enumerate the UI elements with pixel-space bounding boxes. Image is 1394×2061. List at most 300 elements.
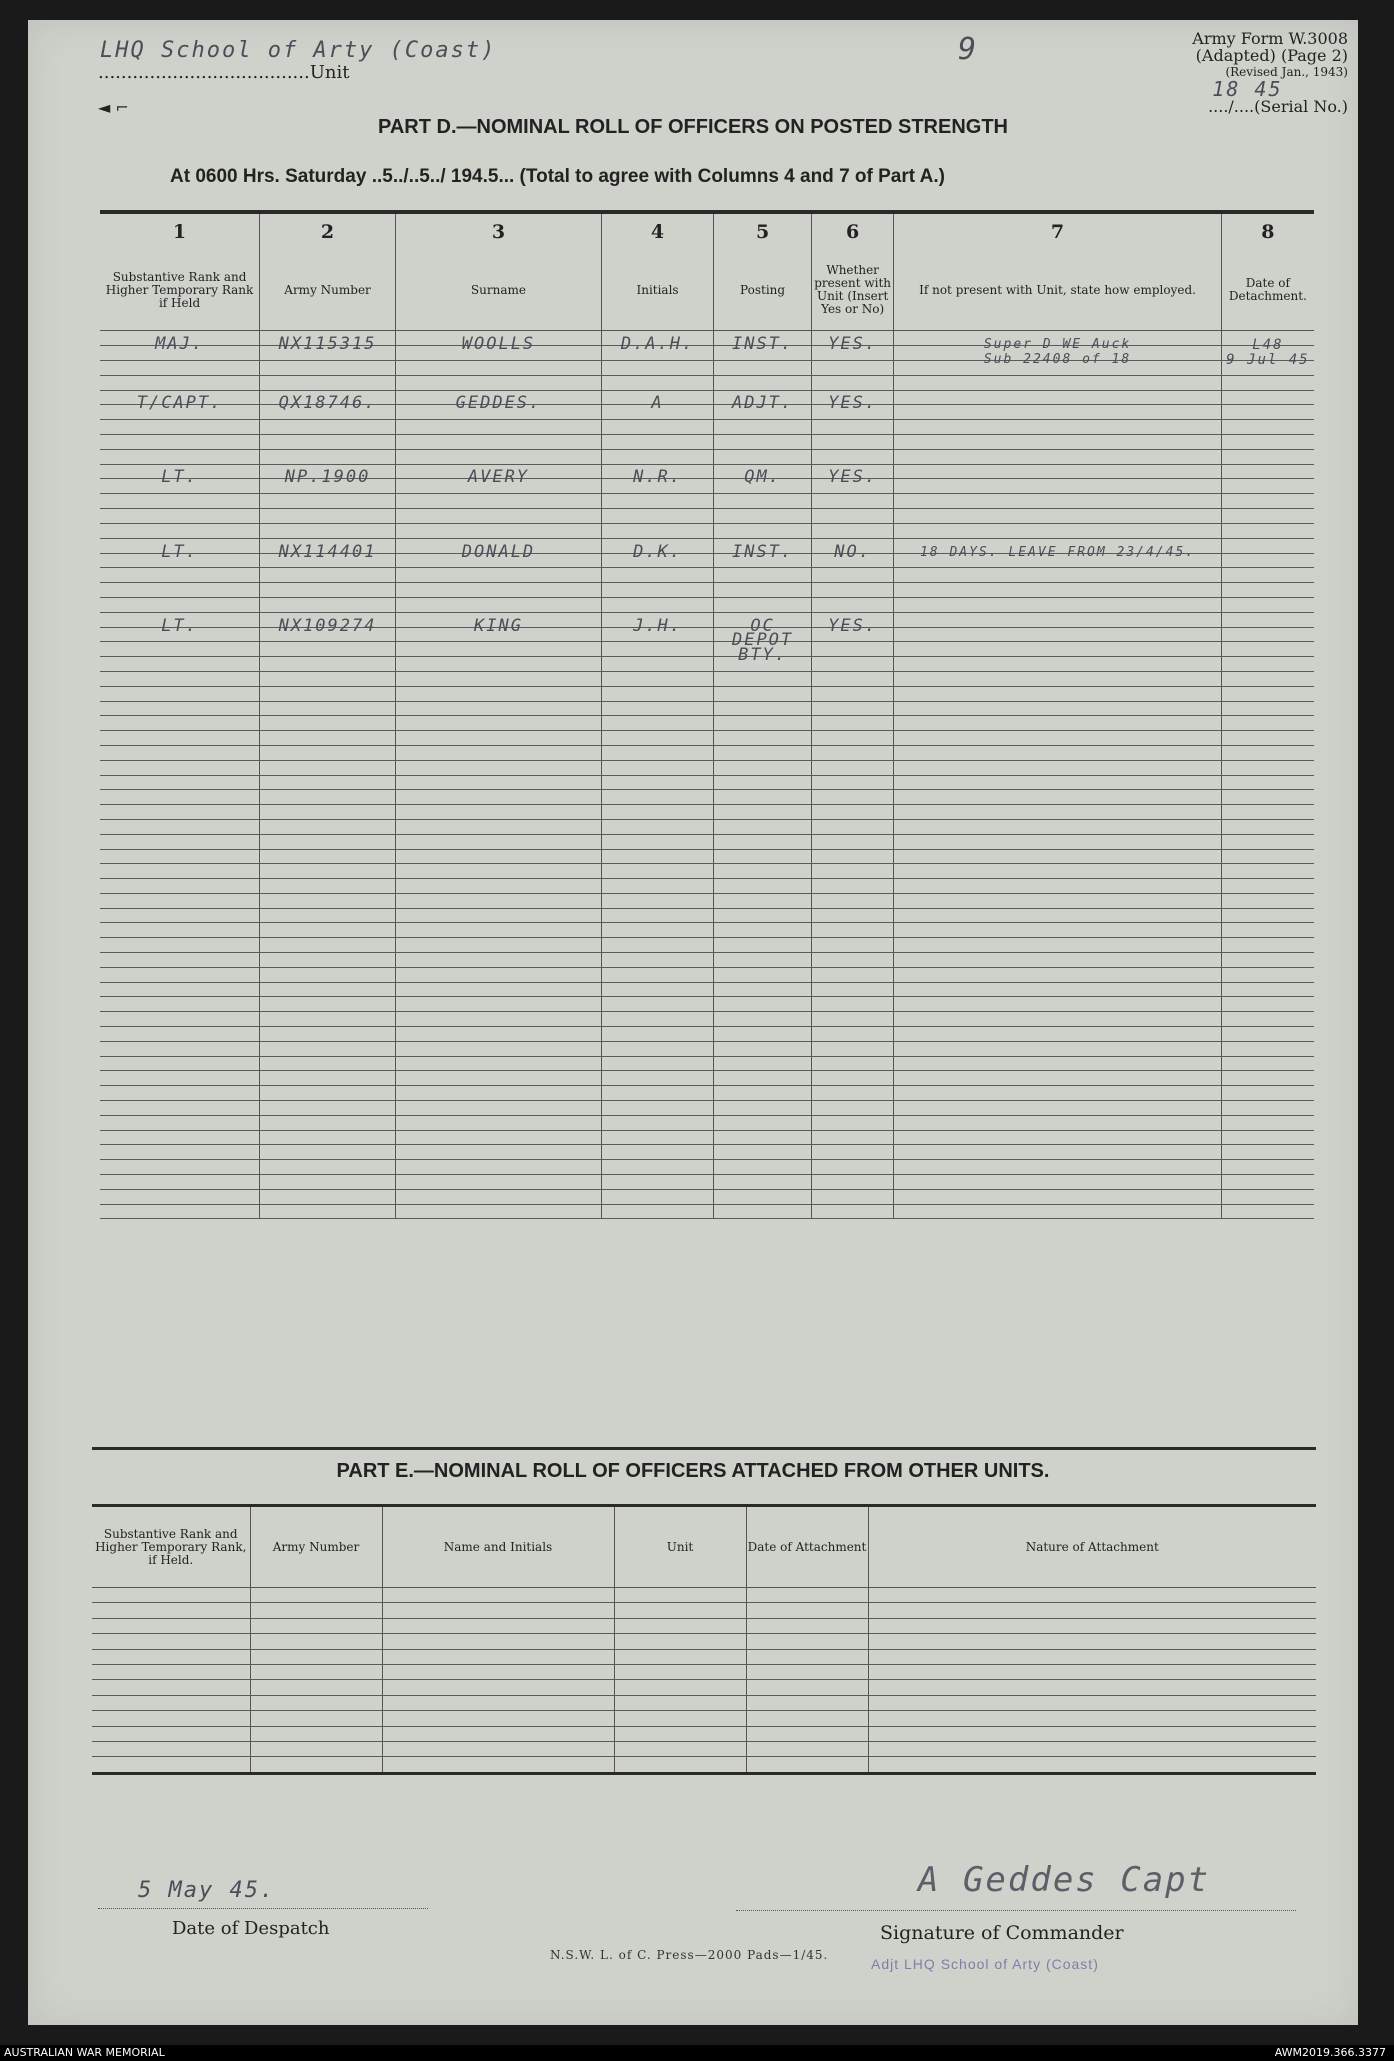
cell-entry: LT.	[161, 541, 198, 562]
table-cell	[894, 1130, 1221, 1145]
table-cell	[811, 1101, 893, 1116]
table-cell	[601, 1027, 713, 1042]
column-number: 2	[260, 212, 396, 250]
table-cell	[1221, 657, 1314, 672]
column-number: 5	[714, 212, 812, 250]
table-row	[100, 1204, 1314, 1219]
table-cell	[714, 583, 812, 598]
table-cell	[260, 849, 396, 864]
table-cell	[260, 790, 396, 805]
table-cell	[714, 523, 812, 538]
form-ref-line1: Army Form W.3008	[1192, 29, 1348, 48]
table-cell	[396, 1204, 602, 1219]
table-cell	[1221, 479, 1314, 494]
cell-entry: ADJT.	[731, 393, 794, 414]
table-cell	[92, 1695, 250, 1710]
table-cell	[811, 745, 893, 760]
table-cell	[396, 745, 602, 760]
table-cell	[601, 375, 713, 390]
table-cell	[100, 1115, 260, 1130]
table-cell	[601, 1175, 713, 1190]
cell-entry: WOOLLS	[461, 334, 536, 354]
table-cell	[811, 997, 893, 1012]
signature-line	[736, 1910, 1296, 1911]
table-cell	[100, 671, 260, 686]
table-cell	[396, 893, 602, 908]
table-cell	[894, 879, 1221, 894]
table-row	[100, 671, 1314, 686]
signature-label: Signature of Commander	[880, 1922, 1124, 1944]
table-cell	[614, 1664, 746, 1679]
table-cell	[811, 671, 893, 686]
table-cell	[1221, 434, 1314, 449]
table-cell	[894, 864, 1221, 879]
table-cell	[260, 864, 396, 879]
table-cell	[746, 1603, 868, 1618]
table-row	[100, 1027, 1314, 1042]
table-cell	[100, 612, 260, 636]
table-cell	[894, 508, 1221, 523]
table-cell	[714, 508, 812, 523]
table-cell	[601, 1189, 713, 1204]
table-cell	[714, 390, 812, 414]
table-cell	[714, 1145, 812, 1160]
table-cell	[100, 923, 260, 938]
table-cell	[601, 1115, 713, 1130]
table-cell	[396, 375, 602, 390]
table-cell	[260, 819, 396, 834]
table-cell	[714, 701, 812, 716]
table-cell	[811, 923, 893, 938]
table-cell	[894, 1027, 1221, 1042]
table-row	[100, 1115, 1314, 1130]
table-row	[100, 819, 1314, 834]
table-cell	[100, 982, 260, 997]
cell-entry: NX109274	[278, 615, 377, 636]
table-cell	[714, 434, 812, 449]
table-cell	[601, 420, 713, 435]
table-cell	[811, 834, 893, 849]
table-cell	[260, 834, 396, 849]
table-cell	[894, 686, 1221, 701]
table-cell	[714, 997, 812, 1012]
table-cell	[601, 686, 713, 701]
table-cell	[894, 819, 1221, 834]
table-cell	[250, 1680, 382, 1695]
table-cell	[260, 508, 396, 523]
table-cell	[811, 657, 893, 672]
table-cell	[614, 1741, 746, 1756]
table-cell	[601, 597, 713, 612]
archive-bar	[0, 2045, 1394, 2061]
table-cell	[601, 1041, 713, 1056]
table-cell	[714, 1056, 812, 1071]
table-cell	[601, 982, 713, 997]
table-row	[100, 464, 1314, 479]
table-cell	[714, 1041, 812, 1056]
table-cell	[396, 508, 602, 523]
table-row	[100, 834, 1314, 849]
table-cell	[714, 612, 812, 636]
table-row	[100, 479, 1314, 494]
table-cell	[382, 1664, 614, 1679]
table-cell	[714, 1086, 812, 1101]
table-cell	[601, 1056, 713, 1071]
table-cell	[396, 523, 602, 538]
table-cell	[260, 923, 396, 938]
table-cell	[1221, 745, 1314, 760]
table-cell	[260, 745, 396, 760]
table-cell	[601, 568, 713, 583]
cell-entry: D.K.	[633, 541, 683, 562]
table-cell	[1221, 449, 1314, 464]
table-cell	[100, 864, 260, 879]
table-cell	[811, 775, 893, 790]
table-cell	[396, 331, 602, 354]
table-cell	[714, 671, 812, 686]
table-cell	[1221, 686, 1314, 701]
table-cell	[92, 1680, 250, 1695]
table-cell	[1221, 967, 1314, 982]
table-row	[100, 908, 1314, 923]
table-cell	[1221, 1160, 1314, 1175]
table-cell	[601, 849, 713, 864]
table-cell	[811, 420, 893, 435]
table-row	[100, 967, 1314, 982]
table-cell	[601, 523, 713, 538]
table-cell	[894, 657, 1221, 672]
table-cell	[746, 1695, 868, 1710]
table-cell	[601, 538, 713, 562]
table-cell	[714, 923, 812, 938]
table-cell	[614, 1649, 746, 1664]
table-row	[100, 583, 1314, 598]
table-cell	[1221, 864, 1314, 879]
table-cell	[601, 494, 713, 509]
column-header: Substantive Rank and Higher Temporary Rank if Held	[100, 250, 260, 331]
table-cell	[601, 953, 713, 968]
table-cell	[260, 331, 396, 354]
table-cell	[100, 494, 260, 509]
table-cell	[811, 731, 893, 746]
table-cell	[1221, 834, 1314, 849]
table-cell	[894, 908, 1221, 923]
table-cell	[382, 1695, 614, 1710]
table-cell	[811, 331, 893, 354]
cell-entry: D.A.H.	[620, 334, 695, 354]
table-cell	[250, 1741, 382, 1756]
table-cell	[811, 449, 893, 464]
table-cell	[100, 775, 260, 790]
table-cell	[614, 1757, 746, 1773]
table-cell	[714, 1160, 812, 1175]
table-cell	[714, 686, 812, 701]
table-cell	[260, 893, 396, 908]
table-cell	[396, 420, 602, 435]
table-cell	[894, 849, 1221, 864]
table-cell	[746, 1664, 868, 1679]
table-cell	[601, 731, 713, 746]
table-cell	[100, 331, 260, 354]
table-cell	[714, 790, 812, 805]
table-cell	[894, 1041, 1221, 1056]
table-cell	[260, 731, 396, 746]
table-cell	[396, 731, 602, 746]
table-cell	[894, 1115, 1221, 1130]
table-row	[100, 997, 1314, 1012]
despatch-line	[98, 1908, 428, 1909]
table-cell	[100, 686, 260, 701]
table-cell	[894, 568, 1221, 583]
table-cell	[894, 1160, 1221, 1175]
table-cell	[1221, 390, 1314, 405]
table-cell	[714, 834, 812, 849]
table-cell	[894, 627, 1221, 642]
table-cell	[894, 434, 1221, 449]
table-cell	[1221, 790, 1314, 805]
table-cell	[396, 597, 602, 612]
table-cell	[100, 464, 260, 488]
table-cell	[100, 1086, 260, 1101]
table-cell	[601, 657, 713, 672]
table-cell	[811, 538, 893, 562]
table-cell	[868, 1634, 1316, 1649]
table-cell	[1221, 849, 1314, 864]
table-cell	[1221, 642, 1314, 657]
table-cell	[601, 1012, 713, 1027]
table-cell	[92, 1664, 250, 1679]
table-cell	[601, 331, 713, 354]
table-cell	[601, 1145, 713, 1160]
table-cell	[100, 642, 260, 657]
table-cell	[811, 597, 893, 612]
table-cell	[100, 1012, 260, 1027]
table-cell	[100, 1204, 260, 1219]
table-cell	[1221, 938, 1314, 953]
table-cell	[714, 849, 812, 864]
table-cell	[601, 893, 713, 908]
table-cell	[714, 1204, 812, 1219]
cell-entry: J.H.	[633, 615, 683, 636]
table-cell	[260, 997, 396, 1012]
table-cell	[396, 494, 602, 509]
table-cell	[396, 1101, 602, 1116]
table-cell	[811, 1145, 893, 1160]
table-cell	[396, 449, 602, 464]
table-cell	[894, 893, 1221, 908]
table-cell	[100, 449, 260, 464]
table-cell	[250, 1726, 382, 1741]
table-cell	[396, 686, 602, 701]
cell-entry: YES.	[828, 334, 878, 354]
table-cell	[1221, 375, 1314, 390]
table-cell	[811, 434, 893, 449]
form-ref-serial-hand: 18 45	[1212, 77, 1283, 101]
table-cell	[396, 538, 602, 562]
table-cell	[396, 1012, 602, 1027]
table-row	[100, 642, 1314, 657]
table-row	[100, 893, 1314, 908]
table-cell	[714, 805, 812, 820]
table-cell	[1221, 1012, 1314, 1027]
table-row	[92, 1741, 1316, 1756]
cell-entry: A	[651, 393, 664, 414]
table-cell	[260, 434, 396, 449]
table-cell	[614, 1695, 746, 1710]
table-cell	[894, 760, 1221, 775]
table-cell	[714, 1012, 812, 1027]
table-cell	[396, 1145, 602, 1160]
table-cell	[100, 716, 260, 731]
table-row	[100, 361, 1314, 376]
table-cell	[382, 1757, 614, 1773]
table-cell	[894, 1086, 1221, 1101]
table-cell	[601, 805, 713, 820]
table-cell	[1221, 1115, 1314, 1130]
table-cell	[396, 701, 602, 716]
table-cell	[714, 760, 812, 775]
table-cell	[1221, 1145, 1314, 1160]
table-cell	[1221, 420, 1314, 435]
table-cell	[1221, 731, 1314, 746]
table-row	[100, 1145, 1314, 1160]
table-cell	[601, 879, 713, 894]
table-cell	[100, 434, 260, 449]
table-cell	[811, 1086, 893, 1101]
table-cell	[1221, 494, 1314, 509]
table-cell	[714, 538, 812, 562]
despatch-date-handwritten: 5 May 45.	[138, 1878, 276, 1903]
printer-imprint: N.S.W. L. of C. Press—2000 Pads—1/45.	[550, 1948, 829, 1962]
table-cell	[100, 790, 260, 805]
table-row	[100, 864, 1314, 879]
table-row	[100, 1012, 1314, 1027]
table-cell	[260, 361, 396, 376]
table-cell	[382, 1588, 614, 1603]
table-cell	[260, 375, 396, 390]
table-cell	[1221, 627, 1314, 642]
table-cell	[868, 1588, 1316, 1603]
table-cell	[396, 657, 602, 672]
table-cell	[250, 1711, 382, 1726]
table-cell	[601, 583, 713, 598]
table-cell	[601, 449, 713, 464]
table-row	[100, 597, 1314, 612]
table-cell	[601, 864, 713, 879]
table-cell	[894, 1175, 1221, 1190]
table-cell	[1221, 553, 1314, 568]
cell-entry: OC	[750, 615, 775, 636]
cell-entry: L48	[1252, 336, 1284, 353]
table-cell	[260, 1189, 396, 1204]
table-cell	[746, 1680, 868, 1695]
table-cell	[714, 731, 812, 746]
cell-entry: DEPOT	[731, 630, 794, 651]
table-cell	[100, 1101, 260, 1116]
cell-entry: LT.	[161, 467, 198, 488]
table-cell	[1221, 997, 1314, 1012]
table-row	[92, 1680, 1316, 1695]
table-cell	[1221, 879, 1314, 894]
column-header: Name and Initials	[382, 1506, 614, 1588]
table-cell	[260, 805, 396, 820]
table-cell	[894, 967, 1221, 982]
table-cell	[811, 1027, 893, 1042]
table-cell	[396, 1189, 602, 1204]
table-cell	[894, 834, 1221, 849]
cell-entry: 9 Jul 45	[1226, 351, 1310, 368]
table-cell	[100, 1189, 260, 1204]
table-cell	[714, 494, 812, 509]
table-cell	[100, 375, 260, 390]
table-cell	[260, 538, 396, 562]
table-cell	[260, 1071, 396, 1086]
table-cell	[100, 508, 260, 523]
table-cell	[260, 686, 396, 701]
part-d-table	[100, 210, 1314, 1219]
table-cell	[382, 1649, 614, 1664]
table-cell	[714, 893, 812, 908]
table-cell	[868, 1680, 1316, 1695]
table-cell	[601, 642, 713, 657]
table-cell	[601, 745, 713, 760]
table-cell	[396, 819, 602, 834]
table-cell	[260, 612, 396, 636]
table-cell	[601, 1130, 713, 1145]
table-cell	[396, 671, 602, 686]
table-cell	[396, 879, 602, 894]
table-cell	[396, 775, 602, 790]
cell-entry: NO.	[834, 541, 871, 562]
table-cell	[396, 982, 602, 997]
table-cell	[868, 1757, 1316, 1773]
column-header: Nature of Attachment	[868, 1506, 1316, 1588]
table-cell	[100, 1160, 260, 1175]
table-cell	[1221, 701, 1314, 716]
table-cell	[868, 1603, 1316, 1618]
table-cell	[260, 568, 396, 583]
table-cell	[396, 361, 602, 376]
table-cell	[100, 893, 260, 908]
table-cell	[894, 775, 1221, 790]
column-header: Surname	[396, 250, 602, 331]
table-cell	[1221, 1041, 1314, 1056]
table-row	[100, 953, 1314, 968]
table-row	[100, 390, 1314, 405]
table-row	[100, 731, 1314, 746]
unit-stamp: Adjt LHQ School of Arty (Coast)	[871, 1956, 1099, 1972]
table-row	[100, 375, 1314, 390]
table-cell	[868, 1741, 1316, 1756]
table-cell	[894, 923, 1221, 938]
table-cell	[260, 1101, 396, 1116]
form-ref-line2: (Adapted) (Page 2)	[1195, 46, 1348, 65]
table-row	[100, 494, 1314, 509]
table-cell	[382, 1603, 614, 1618]
table-cell	[396, 760, 602, 775]
column-header-row	[100, 250, 1314, 331]
table-cell	[811, 819, 893, 834]
table-cell	[614, 1711, 746, 1726]
table-cell	[250, 1588, 382, 1603]
table-cell	[1221, 1056, 1314, 1071]
cell-entry: MAJ.	[155, 334, 205, 354]
table-cell	[260, 938, 396, 953]
table-row	[100, 805, 1314, 820]
table-cell	[894, 405, 1221, 420]
table-cell	[811, 982, 893, 997]
table-cell	[601, 1204, 713, 1219]
